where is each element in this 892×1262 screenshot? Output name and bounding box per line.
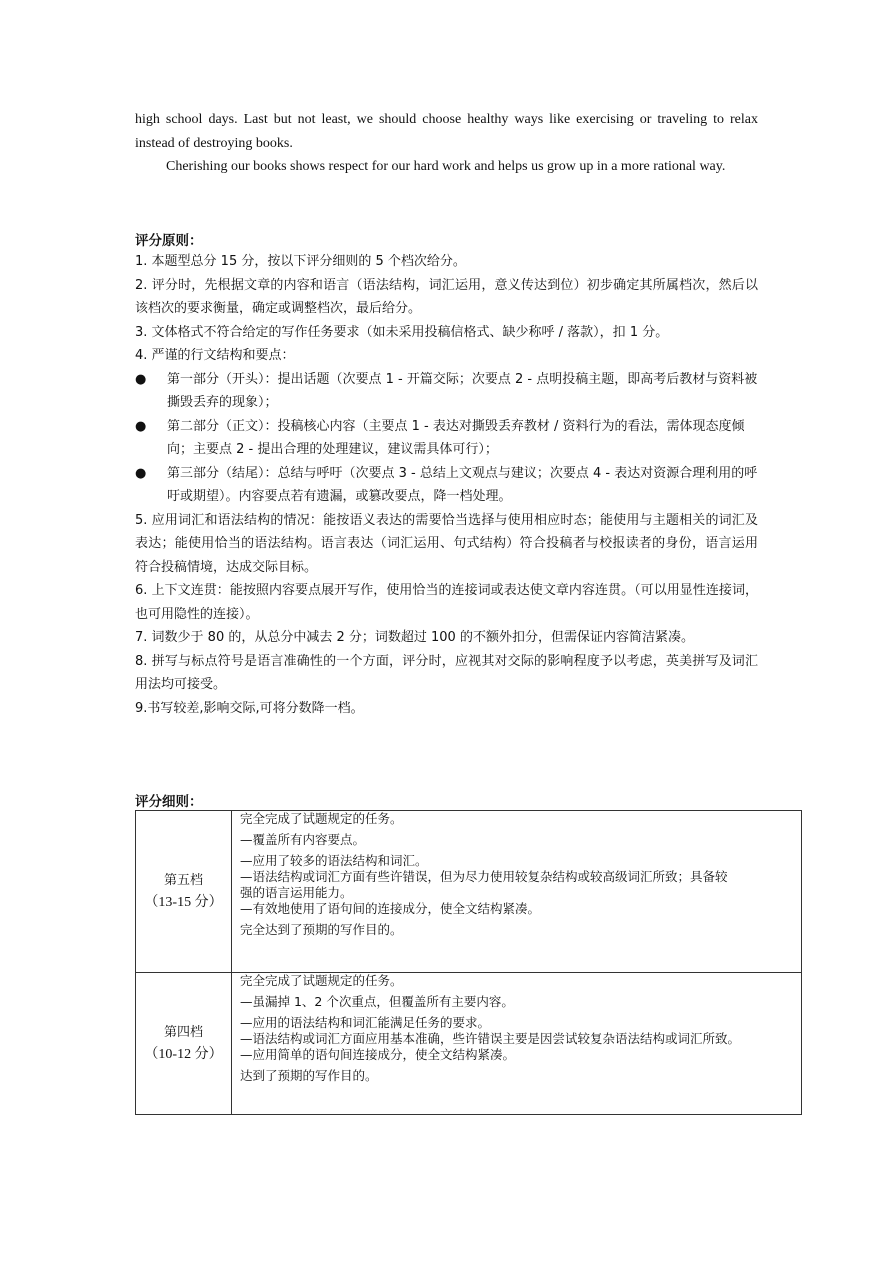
principle-item: 8. 拼写与标点符号是语言准确性的一个方面，评分时，应视其对交际的影响程度予以考虑，英美拼写及词汇用法均可接受。: [135, 653, 758, 692]
bullet-dot: ●: [135, 465, 147, 481]
bullet-text: 第三部分（结尾）：总结与呼吁（次要点 3 - 总结上文观点与建议；次要点 4 - 表达对资源合理利用的呼吁或期望）。内容要点若有遗漏，或篡改要点，降一档处理。: [167, 465, 758, 504]
band-criterion: —语法结构或词汇方面应用基本准确，些许错误主要是因尝试较复杂语法结构或词汇所致。: [240, 1031, 741, 1046]
principle-item: 3. 文体格式不符合给定的写作任务要求（如未采用投稿信格式、缺少称呼 / 落款），扣 1 分。: [135, 324, 669, 340]
band-criterion: 完全完成了试题规定的任务。: [240, 973, 403, 988]
band-criterion: —覆盖所有内容要点。: [240, 832, 366, 847]
structure-bullet: [135, 462, 758, 509]
bullet-text: 第一部分（开头）：提出话题（次要点 1 - 开篇交际；次要点 2 - 点明投稿主题，即高考后教材与资料被撕毁丢弃的现象）；: [167, 371, 758, 410]
band-range: （10-12 分）: [144, 1046, 223, 1062]
band-name: 第四档: [163, 1024, 203, 1040]
band-criterion: —应用的语法结构和词汇能满足任务的要求。: [240, 1015, 491, 1030]
scoring-rubric-table: [135, 810, 802, 1115]
band-row: [136, 973, 802, 1115]
principle-item: 6. 上下文连贯：能按照内容要点展开写作，使用恰当的连接词或表达使文章内容连贯。（可以用显性连接词，也可用隐性的连接）。: [135, 583, 758, 622]
band-description-cell: [232, 973, 802, 1115]
principle-item: 1. 本题型总分 15 分，按以下评分细则的 5 个档次给分。: [135, 254, 466, 269]
principle-item: 9.书写较差,影响交际,可将分数降一档。: [135, 700, 364, 716]
band-range: （13-15 分）: [144, 894, 223, 910]
band-criterion: —虽漏掉 1、2 个次重点，但覆盖所有主要内容。: [240, 994, 514, 1009]
structure-bullet: [135, 368, 758, 415]
band-criterion: 强的语言运用能力。: [240, 885, 353, 900]
bullet-dot: ●: [135, 371, 147, 387]
bullet-text: 第二部分（正文）：投稿核心内容（主要点 1 - 表达对撕毁丢弃教材 / 资料行为的看法，需体现态度倾向；主要点 2 - 提出合理的处理建议，建议需具体可行）；: [167, 418, 745, 457]
band-name: 第五档: [163, 872, 203, 888]
band-description-cell: [232, 811, 802, 973]
band-criterion: —应用了较多的语法结构和词汇。: [240, 853, 428, 868]
band-criterion: —应用简单的语句间连接成分，使全文结构紧凑。: [240, 1047, 516, 1062]
band-criterion: —语法结构或词汇方面有些许错误，但为尽力使用较复杂结构或较高级词汇所致；具备较: [240, 869, 728, 884]
structure-bullet: [135, 415, 758, 462]
band-label-cell: [136, 811, 232, 973]
scoring-principles-heading: 评分原则：: [135, 233, 203, 249]
essay-ending: [135, 108, 758, 179]
bullet-dot: ●: [135, 418, 147, 434]
principle-item: 7. 词数少于 80 的，从总分中减去 2 分；词数超过 100 的不额外扣分，但需保证内容简洁紧凑。: [135, 630, 694, 645]
essay-paragraph: high school days. Last but not least, we should choose healthy ways like exercising or traveling to relax instead of destroying books.: [135, 112, 758, 151]
band-criterion: —有效地使用了语句间的连接成分，使全文结构紧凑。: [240, 901, 541, 916]
band-criterion: 达到了预期的写作目的。: [240, 1068, 378, 1083]
band-criterion: 完全达到了预期的写作目的。: [240, 922, 403, 937]
band-criterion: 完全完成了试题规定的任务。: [240, 811, 403, 826]
essay-paragraph: Cherishing our books shows respect for our hard work and helps us grow up in a more rational way.: [166, 159, 726, 174]
band-label-cell: [136, 973, 232, 1115]
principle-item: 5. 应用词汇和语法结构的情况：能按语义表达的需要恰当选择与使用相应时态；能使用与主题相关的词汇及表达；能使用恰当的语法结构。语言表达（词汇运用、句式结构）符合投稿者与校报读者的身份，语言运用符合投稿情境，达成交际目标。: [135, 512, 758, 575]
scoring-principles-list: [135, 250, 758, 720]
scoring-details-heading: 评分细则：: [135, 794, 203, 810]
band-row: [136, 811, 802, 973]
principle-item: 2. 评分时，先根据文章的内容和语言（语法结构，词汇运用，意义传达到位）初步确定其所属档次，然后以该档次的要求衡量，确定或调整档次，最后给分。: [135, 277, 758, 316]
principle-item: 4. 严谨的行文结构和要点：: [135, 348, 295, 363]
